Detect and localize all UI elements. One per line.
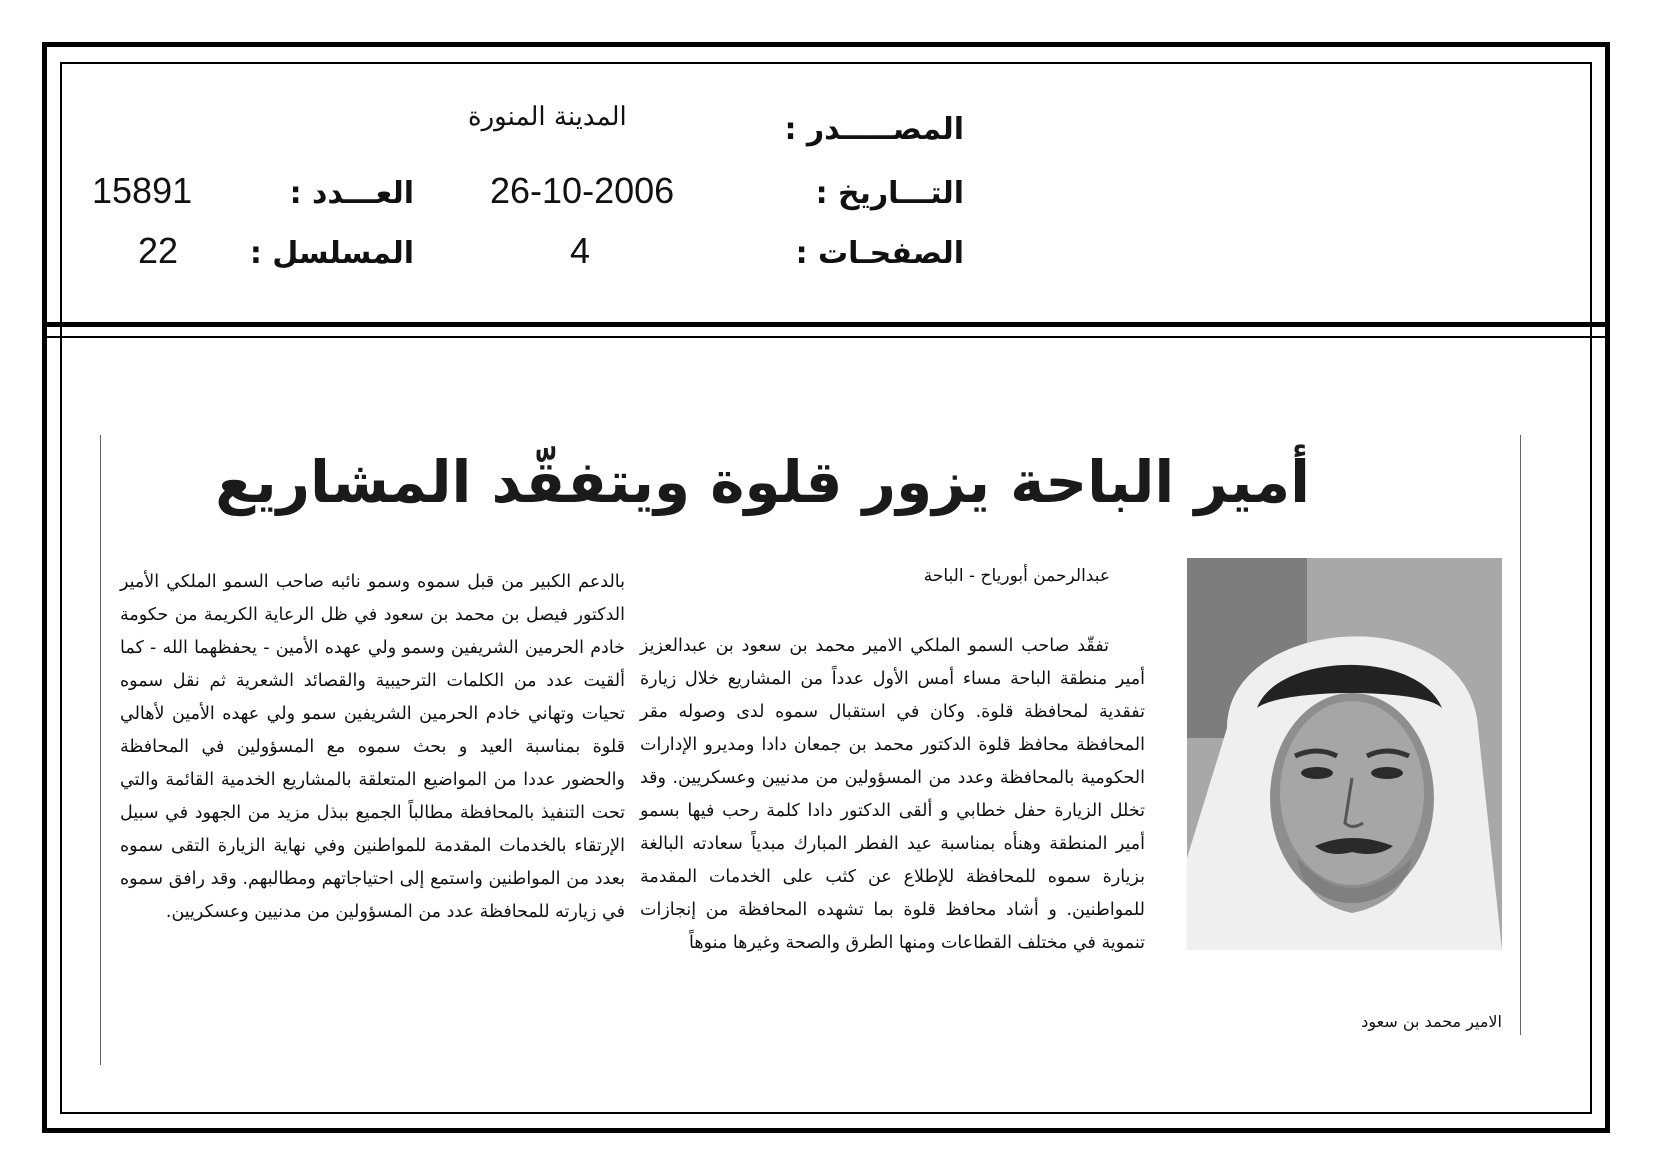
portrait-illustration [1187, 558, 1502, 950]
header-divider-thin [42, 336, 1610, 338]
issue-value: 15891 [92, 170, 193, 211]
serial-label: المسلسل : [249, 236, 414, 271]
header-divider-thick [42, 322, 1610, 327]
article-column-left [120, 566, 625, 929]
source-label: المصـــــدر : [784, 112, 964, 147]
portrait-photo [1187, 558, 1502, 950]
article-paragraph-1: تفقّد صاحب السمو الملكي الامير محمد بن سعود بن عبدالعزيز أمير منطقة الباحة مساء أمس الأول عدداً من المشاريع خلال زيارة تفقدية لمحافظة قلوة. وكان في استقبال سموه لدى وصوله مقر المحافظة محافظ قلوة الدكتور محمد بن جمعان دادا ومديرو الإدارات الحكومية بالمحافظة وعدد من المسؤولين من مدنيين وعسكريين. وقد تخلل الزيارة حفل خطابي و ألقى الدكتور دادا كلمة رحب فيها بسمو أمير المنطقة وهنأه بمناسبة عيد الفطر المبارك مبدياً سعادته البالغة بزيارة سموه للمحافظة للإطلاع عن كثب على الخدمات المقدمة للمواطنين. و أشاد محافظ قلوة بما تشهده المحافظة من إنجازات تنموية في مختلف القطاعات ومنها الطرق والصحة وغيرها منوهاً [640, 636, 1145, 953]
date-value: 26-10-2006 [490, 170, 675, 211]
clipping-right-edge [1520, 435, 1521, 1035]
date-label: التـــاريخ : [815, 176, 964, 211]
article-column-right [640, 630, 1145, 960]
issue-label: العـــدد : [289, 176, 414, 211]
source-value: المدينة المنورة [468, 102, 627, 132]
article-paragraph-2: بالدعم الكبير من قبل سموه وسمو نائبه صاحب السمو الملكي الأمير الدكتور فيصل بن محمد بن سعود في ظل الرعاية الكريمة من حكومة خادم الحرمين الشريفين وسمو ولي عهده الأمين - يحفظهما الله - كما ألقيت عدد من الكلمات الترحيبية والقصائد الشعرية ثم نقل سموه تحيات وتهاني خادم الحرمين الشريفين سمو ولي عهده الأمين لأهالي قلوة بمناسبة العيد و بحث سموه مع المسؤولين في المحافظة والحضور عددا من المواضيع المتعلقة بالمشاريع الخدمية القائمة والتي تحت التنفيذ بالمحافظة مطالباً الجميع ببذل مزيد من الجهود في سبيل الإرتقاء بالخدمات المقدمة للمواطنين وفي نهاية الزيارة التقى سموه بعدد من المواطنين واستمع إلى احتياجاتهم ومطالبهم. وقد رافق سموه في زيارته للمحافظة عدد من المسؤولين من مدنيين وعسكريين. [120, 572, 625, 922]
article-byline: عبدالرحمن أبورياح - الباحة [923, 566, 1110, 586]
pages-value: 4 [570, 230, 591, 271]
serial-value: 22 [138, 230, 179, 271]
article-headline: أمير الباحة يزور قلوة ويتفقّد المشاريع [215, 448, 1310, 516]
pages-label: الصفحـات : [795, 236, 964, 271]
clipping-left-edge [100, 435, 101, 1065]
photo-caption: الامير محمد بن سعود [1361, 1012, 1502, 1031]
